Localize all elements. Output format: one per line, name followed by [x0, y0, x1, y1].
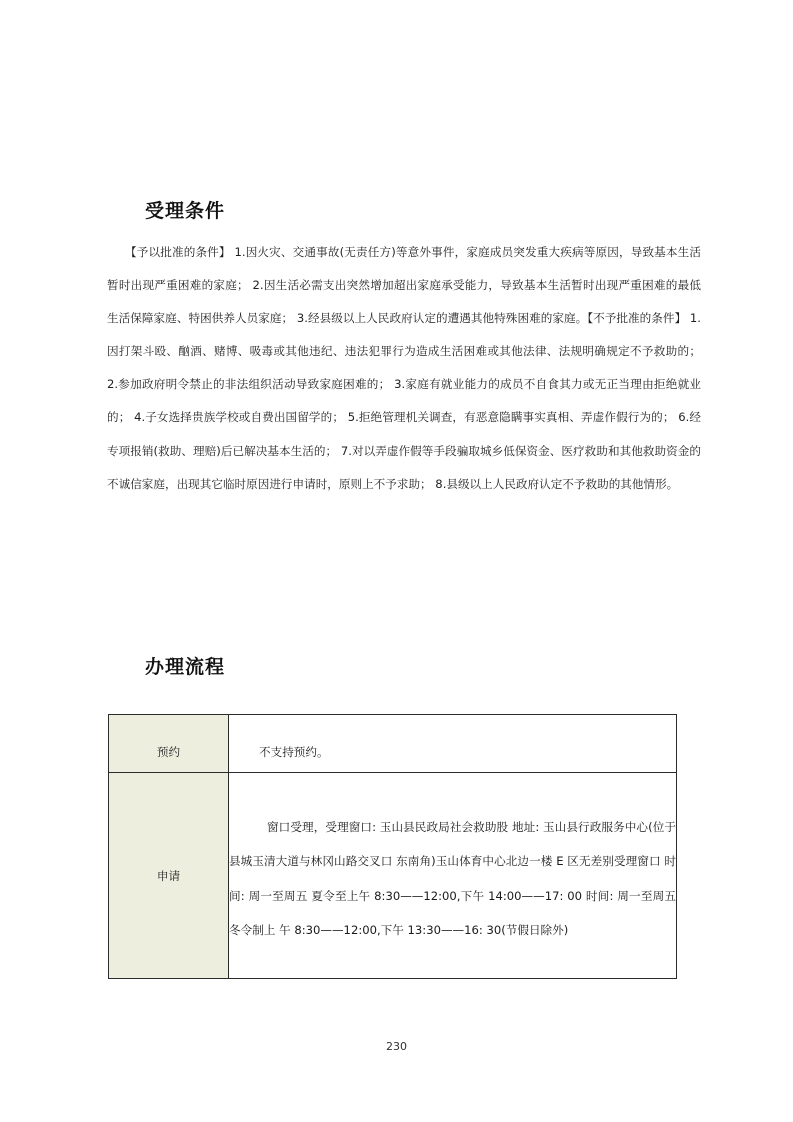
row-value-appointment: 不支持预约。 [229, 715, 677, 773]
process-table [108, 714, 677, 979]
table-row [109, 715, 677, 773]
table-row [109, 773, 677, 979]
section-title-process: 办理流程 [145, 656, 226, 678]
section-title-conditions: 受理条件 [145, 200, 226, 222]
row-label-apply: 申请 [109, 773, 229, 979]
row-label-appointment: 预约 [109, 715, 229, 773]
row-value-apply: 窗口受理，受理窗口: 玉山县民政局社会救助股 地址: 玉山县行政服务中心(位于县城玉清大道与林冈山路交叉口 东南角)玉山体育中心北边一楼 E 区无差别受理窗口 时间: 周一至周五 夏令至上午 8:30——12:00,下午 14:00——17: 00 时间: 周一至周五 冬令制上 午 8:30——12:00,下午 13:30——16: 30(节假日除外) [229, 819, 676, 937]
row-value-apply-cell [229, 773, 677, 979]
conditions-paragraph: 【予以批准的条件】 1.因火灾、交通事故(无责任方)等意外事件，家庭成员突发重大疾病等原因，导致基本生活暂时出现严重困难的家庭； 2.因生活必需支出突然增加超出家庭承受能力，导致基本生活暂时出现严重困难的最低生活保障家庭、特困供养人员家庭； 3.经县级以上人民政府认定的遭遇其他特殊困难的家庭。【不予批准的条件】 1.因打架斗殴、酗酒、赌博、吸毒或其他违纪、违法犯罪行为造成生活困难或其他法律、法规明确规定不予救助的； 2.参加政府明令禁止的非法组织活动导致家庭困难的； 3.家庭有就业能力的成员不自食其力或无正当理由拒绝就业的； 4.子女选择贵族学校或自费出国留学的； 5.拒绝管理机关调查，有恶意隐瞒事实真相、弄虚作假行为的； 6.经专项报销(救助、理赔)后已解决基本生活的； 7.对以弄虚作假等手段骗取城乡低保资金、医疗救助和其他救助资金的不诚信家庭，出现其它临时原因进行申请时，原则上不予求助； 8.县级以上人民政府认定不予救助的其他情形。 [107, 245, 701, 491]
page-number: 230 [386, 1040, 407, 1053]
